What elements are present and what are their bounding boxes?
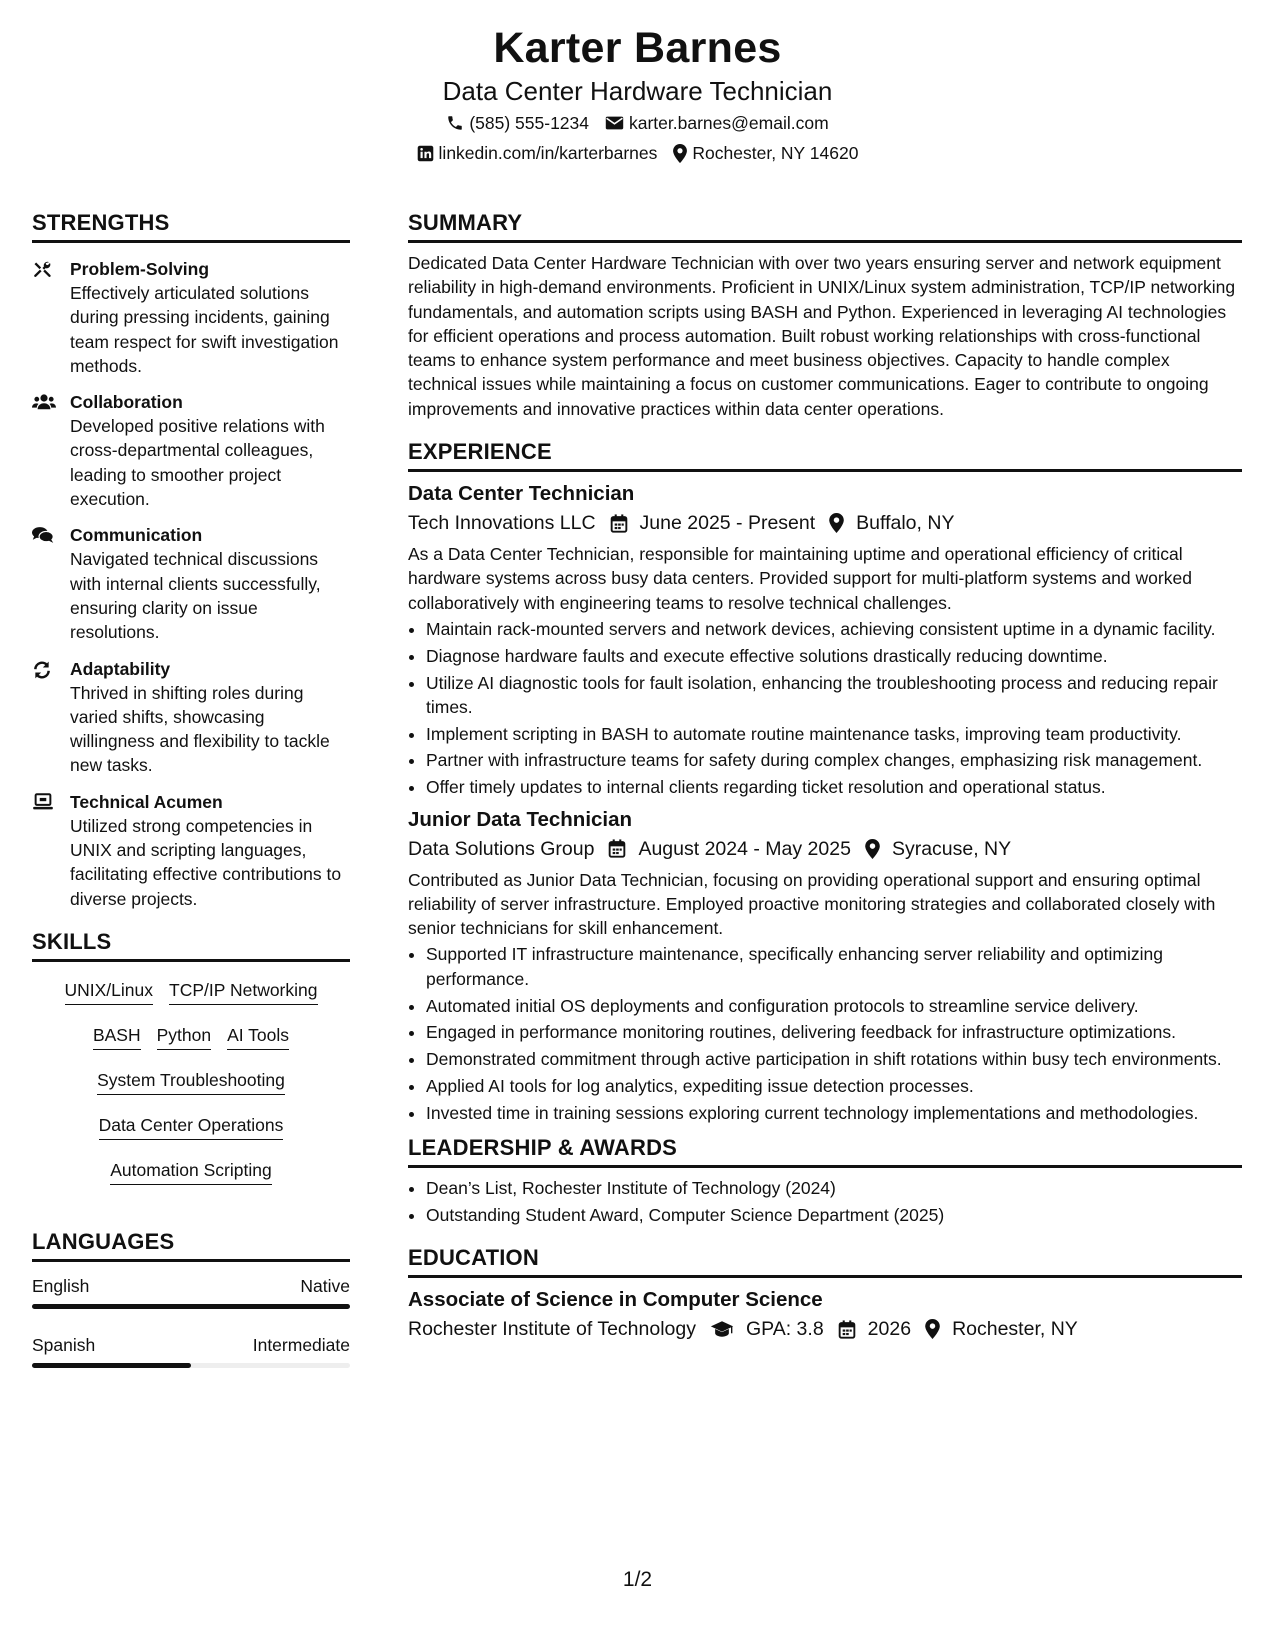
- map-marker-icon: [925, 1319, 940, 1339]
- strength-title: Adaptability: [70, 658, 171, 679]
- experience-heading: EXPERIENCE: [408, 435, 1242, 472]
- summary-text: Dedicated Data Center Hardware Technician with over two years ensuring server and network equipment reliability in high-demand environments. Proficient in UNIX/Linux system administration, TCP/IP networking fundamentals, and automation scripts using BASH and Python. Experienced in leveraging AI technologies for efficient operations and process automation. Built robust working relationships with cross-functional teams to enhance system performance and meet business objectives. Capacity to handle complex technical issues while maintaining a focus on customer communications. Eager to contribute to ongoing improvements and innovative practices within data center operations.: [408, 253, 1236, 419]
- skill-tag: BASH: [93, 1023, 141, 1050]
- job-dates: June 2025 - Present: [639, 512, 816, 535]
- award-item: • Dean’s List, Rochester Institute of Technology (2024): [426, 1176, 1242, 1200]
- language-proficiency-bar: [32, 1304, 350, 1309]
- strength-description: Developed positive relations with cross-departmental colleagues, leading to smoother project execution.: [70, 416, 325, 510]
- strength-description: Thrived in shifting roles during varied shifts, showcasing willingness and flexibility to tackle new tasks.: [70, 682, 330, 776]
- job-bullet: • Engaged in performance monitoring routines, delivering feedback for infrastructure optimizations.: [426, 1020, 1242, 1044]
- job-dates: August 2024 - May 2025: [638, 837, 851, 860]
- calendar-icon: [610, 514, 628, 533]
- strength-title: Communication: [70, 525, 203, 546]
- language-item: [32, 1274, 350, 1309]
- award-item: • Outstanding Student Award, Computer Science Department (2025): [426, 1203, 1242, 1227]
- right-column: [408, 206, 1242, 1348]
- summary-heading: SUMMARY: [408, 206, 1242, 243]
- skill-tag: TCP/IP Networking: [169, 978, 317, 1005]
- job-entry: [408, 806, 1242, 1125]
- phone-icon: [446, 114, 464, 132]
- skill-tag: Data Center Operations: [99, 1113, 284, 1140]
- skill-tag: Automation Scripting: [110, 1158, 271, 1185]
- strength-description: Navigated technical discussions with internal clients successfully, ensuring clarity on issue resolutions.: [70, 549, 321, 643]
- education-heading: EDUCATION: [408, 1241, 1242, 1278]
- skills-heading: SKILLS: [32, 925, 350, 962]
- language-proficiency-fill: [32, 1363, 191, 1368]
- job-description: As a Data Center Technician, responsible for maintaining uptime and operational efficiency of critical hardware systems across busy data centers. Provided support for multi-platform systems and worked collaboratively with engineering teams to resolve technical challenges.: [408, 544, 1192, 613]
- language-name: English: [32, 1275, 90, 1296]
- strength-title: Technical Acumen: [70, 791, 223, 812]
- awards-list: [408, 1176, 1242, 1227]
- language-name: Spanish: [32, 1334, 96, 1355]
- map-marker-icon: [829, 513, 844, 533]
- school-name: Rochester Institute of Technology: [408, 1318, 696, 1341]
- languages-heading: LANGUAGES: [32, 1225, 350, 1262]
- skills-list: [32, 970, 350, 1199]
- job-title: Junior Data Technician: [408, 807, 633, 831]
- job-title: Data Center Technician: [408, 482, 635, 506]
- refresh-icon: [32, 660, 52, 680]
- language-level: Native: [300, 1275, 350, 1296]
- language-item: [32, 1333, 350, 1368]
- company-name: Tech Innovations LLC: [408, 512, 596, 535]
- users-icon: [32, 393, 56, 411]
- phone-number: (585) 555-1234: [469, 113, 589, 133]
- job-description: Contributed as Junior Data Technician, focusing on providing operational support and ensuring optimal reliability of server infrastructure. Employed proactive monitoring strategies and collaborated closely with senior technicians for skill enhancement.: [408, 869, 1216, 939]
- skill-tag: Python: [157, 1023, 211, 1050]
- job-bullet: • Automated initial OS deployments and configuration protocols to streamline service delivery.: [426, 994, 1242, 1018]
- awards-heading: LEADERSHIP & AWARDS: [408, 1131, 1242, 1168]
- job-meta: [408, 508, 1242, 538]
- strength-description: Effectively articulated solutions during pressing incidents, gaining team respect for swift investigation methods.: [70, 283, 339, 376]
- strength-item: [32, 390, 350, 511]
- gpa: GPA: 3.8: [745, 1318, 824, 1341]
- skill-tag: AI Tools: [227, 1023, 289, 1050]
- left-column: [32, 206, 350, 1392]
- tools-icon: [32, 260, 52, 280]
- contact-line-1: [0, 108, 1275, 138]
- job-bullet: • Utilize AI diagnostic tools for fault isolation, enhancing the troubleshooting process and reducing repair times.: [426, 671, 1242, 720]
- comments-icon: [32, 526, 54, 544]
- strength-title: Collaboration: [70, 392, 183, 413]
- email-address[interactable]: karter.barnes@email.com: [629, 113, 829, 133]
- resume-header: [0, 22, 1275, 168]
- location-text: Rochester, NY 14620: [692, 143, 859, 163]
- job-bullets: [408, 617, 1242, 800]
- strength-title: Problem-Solving: [70, 259, 210, 279]
- skill-tag: System Troubleshooting: [97, 1068, 285, 1095]
- page-number: 1/2: [622, 1568, 653, 1591]
- email-contact[interactable]: [605, 108, 829, 138]
- calendar-icon: [838, 1320, 856, 1339]
- strength-item: [32, 523, 350, 644]
- linkedin-contact[interactable]: [417, 138, 658, 168]
- job-entry: [408, 480, 1242, 799]
- graduation-year: 2026: [867, 1318, 912, 1341]
- job-bullet: • Supported IT infrastructure maintenance, specifically enhancing server reliability and optimizing performance.: [426, 942, 1242, 991]
- language-level: Intermediate: [252, 1334, 350, 1355]
- phone-contact: [446, 108, 589, 138]
- laptop-icon: [32, 793, 54, 811]
- strengths-heading: STRENGTHS: [32, 206, 350, 243]
- skill-tag: UNIX/Linux: [65, 978, 154, 1005]
- job-bullet: • Maintain rack-mounted servers and network devices, achieving consistent uptime in a dynamic facility.: [426, 617, 1242, 641]
- strength-item: [32, 790, 350, 911]
- linkedin-icon: [417, 145, 434, 162]
- job-bullets: [408, 942, 1242, 1125]
- job-bullet: • Invested time in training sessions exploring current technology implementations and methodologies.: [426, 1101, 1242, 1125]
- strength-item: [32, 657, 350, 778]
- school-location: Rochester, NY: [952, 1318, 1078, 1341]
- degree-title: Associate of Science in Computer Science: [408, 1288, 823, 1312]
- contact-line-2: [0, 138, 1275, 168]
- job-location: Buffalo, NY: [856, 512, 955, 535]
- map-marker-icon: [865, 839, 880, 859]
- job-bullet: • Demonstrated commitment through active participation in shift rotations within busy tech environments.: [426, 1047, 1242, 1071]
- language-proficiency-bar: [32, 1363, 350, 1368]
- linkedin-url[interactable]: linkedin.com/in/karterbarnes: [438, 143, 658, 163]
- job-bullet: • Partner with infrastructure teams for safety during complex changes, emphasizing risk management.: [426, 748, 1242, 772]
- strength-description: Utilized strong competencies in UNIX and scripting languages, facilitating effective contributions to diverse projects.: [70, 815, 342, 909]
- candidate-name: Karter Barnes: [493, 24, 782, 72]
- calendar-icon: [608, 839, 626, 858]
- strengths-list: [32, 251, 350, 911]
- language-proficiency-fill: [32, 1304, 350, 1309]
- map-marker-icon: [673, 144, 687, 163]
- candidate-title: Data Center Hardware Technician: [442, 76, 833, 106]
- envelope-icon: [605, 115, 624, 131]
- job-bullet: • Diagnose hardware faults and execute effective solutions drastically reducing downtime.: [426, 644, 1242, 668]
- strength-item: [32, 257, 350, 378]
- company-name: Data Solutions Group: [408, 837, 595, 860]
- job-bullet: • Offer timely updates to internal clients regarding ticket resolution and operational status.: [426, 775, 1242, 799]
- job-bullet: • Implement scripting in BASH to automate routine maintenance tasks, improving team productivity.: [426, 722, 1242, 746]
- languages-list: [32, 1274, 350, 1368]
- graduation-cap-icon: [710, 1320, 734, 1338]
- job-meta: [408, 834, 1242, 864]
- education-meta: [408, 1314, 1242, 1344]
- job-bullet: • Applied AI tools for log analytics, expediting issue detection processes.: [426, 1074, 1242, 1098]
- job-location: Syracuse, NY: [891, 837, 1012, 860]
- location-contact: [673, 138, 858, 168]
